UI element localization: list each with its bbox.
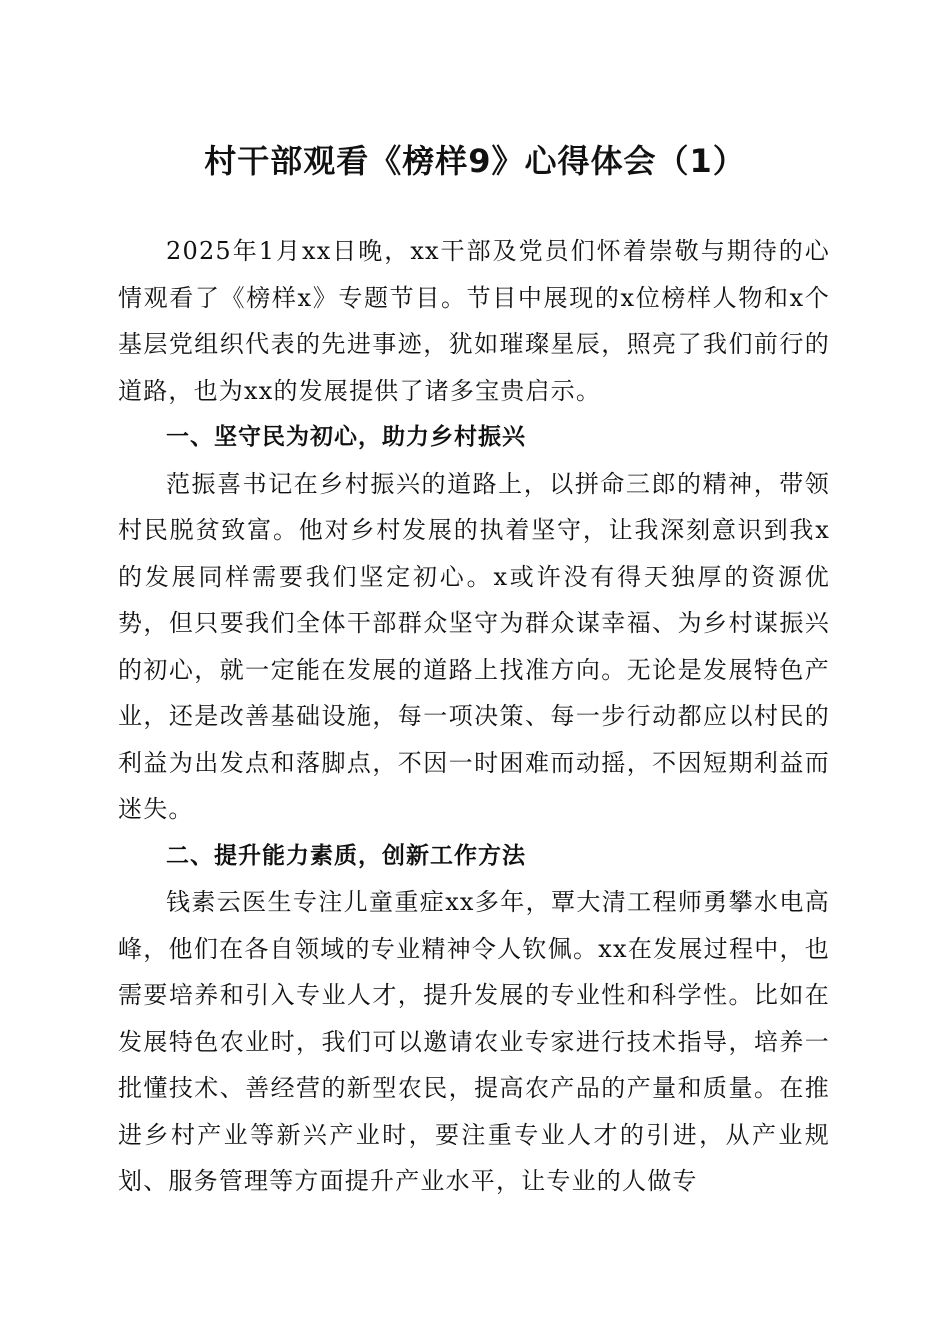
section-heading-2: 二、提升能力素质，创新工作方法 [166,842,526,869]
paragraph-section-1: 范振喜书记在乡村振兴的道路上，以拼命三郎的精神，带领村民脱贫致富。他对乡村发展的执着坚守，让我深刻意识到我x的发展同样需要我们坚定初心。x或许没有得天独厚的资源优势，但只要我们全体干部群众坚守为群众谋幸福、为乡村谋振兴的初心，就一定能在发展的道路上找准方向。无论是发展特色产业，还是改善基础设施，每一项决策、每一步行动都应以村民的利益为出发点和落脚点，不因一时困难而动摇，不因短期利益而迷失。 [118,469,830,823]
document-title: 村干部观看《榜样9》心得体会（1） [204,142,746,180]
document-body [118,228,830,1205]
paragraph-section-2: 钱素云医生专注儿童重症xx多年，覃大清工程师勇攀水电高峰，他们在各自领域的专业精神令人钦佩。xx在发展过程中，也需要培养和引入专业人才，提升发展的专业性和科学性。比如在发展特色农业时，我们可以邀请农业专家进行技术指导，培养一批懂技术、善经营的新型农民，提高农产品的产量和质量。在推进乡村产业等新兴产业时，要注重专业人才的引进，从产业规划、服务管理等方面提升产业水平，让专业的人做专 [118,888,830,1195]
paragraph-intro: 2025年1月xx日晚，xx干部及党员们怀着崇敬与期待的心情观看了《榜样x》专题节目。节目中展现的x位榜样人物和x个基层党组织代表的先进事迹，犹如璀璨星辰，照亮了我们前行的道路，也为xx的发展提供了诸多宝贵启示。 [118,237,830,405]
section-heading-1: 一、坚守民为初心，助力乡村振兴 [166,424,526,450]
